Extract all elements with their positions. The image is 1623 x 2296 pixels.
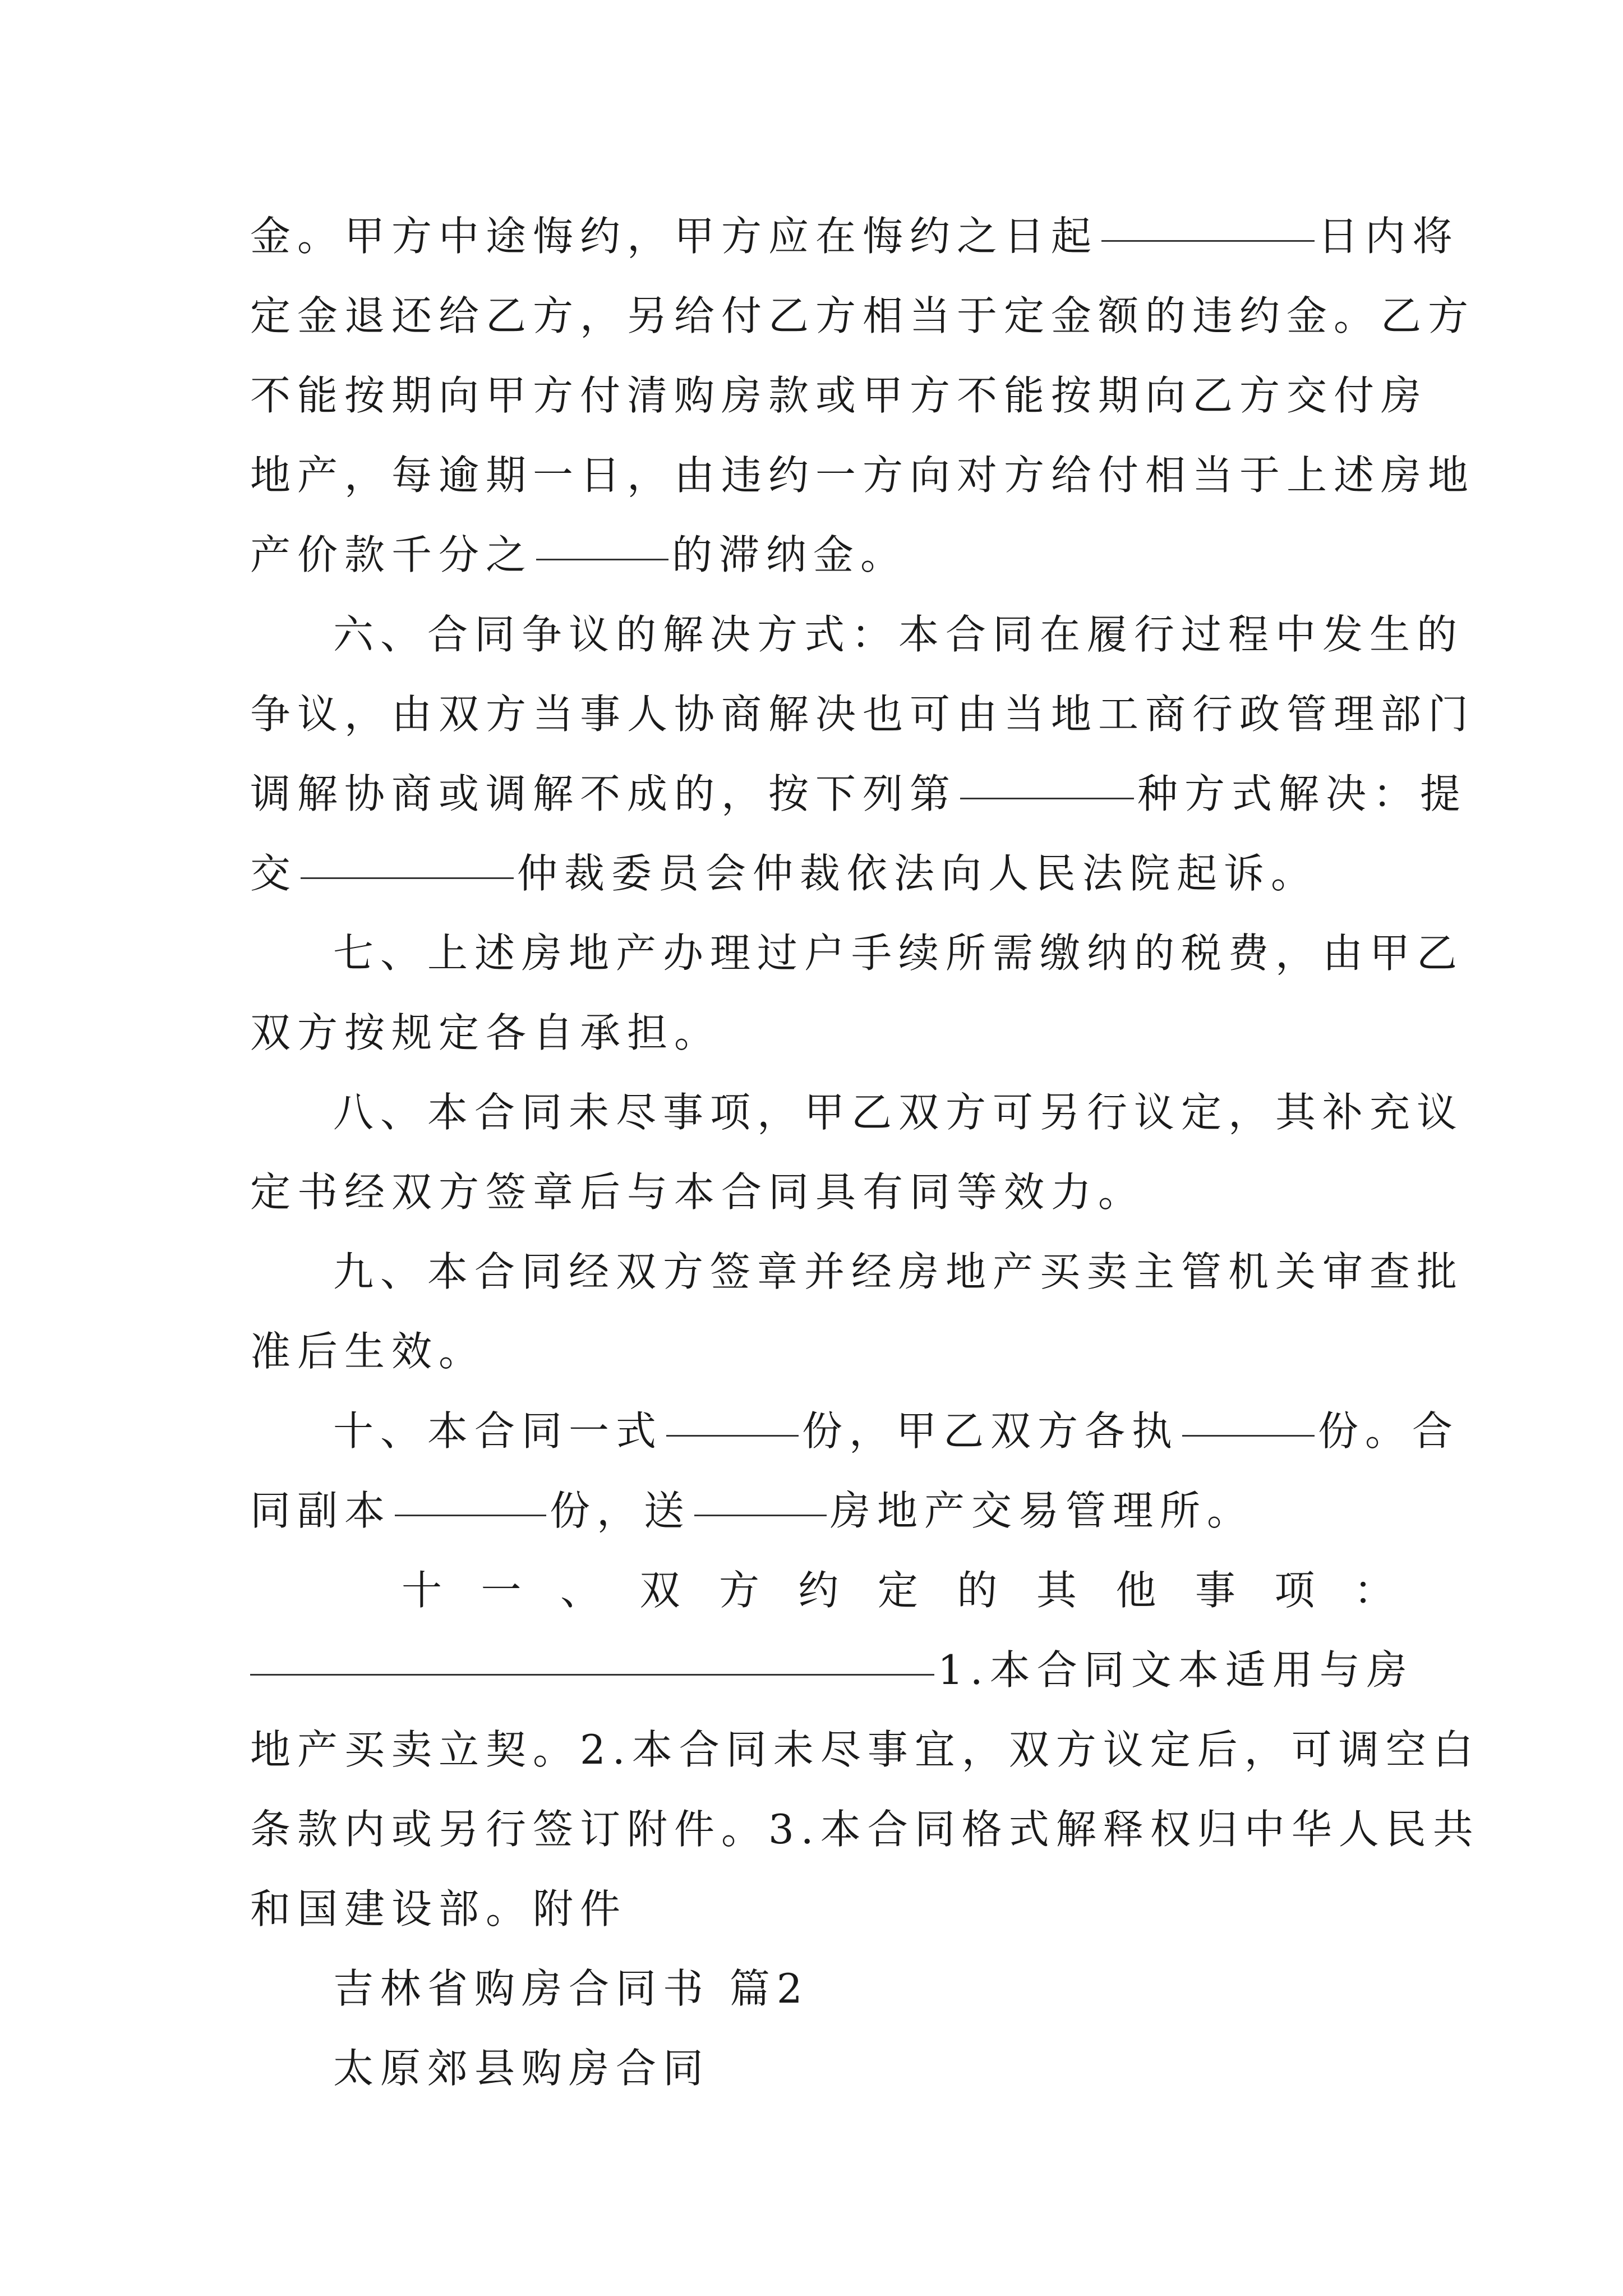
text-line (250, 754, 1468, 834)
fill-in-blank-each-copies (1182, 1391, 1315, 1437)
text-segment: 日内将 (1318, 213, 1460, 260)
heading-char: 的 (957, 1567, 998, 1614)
text-line: 地产，每逾期一日，由违约一方向对方给付相当于上述房地 (250, 452, 1476, 499)
text-segment: 房地产交易管理所。 (830, 1487, 1255, 1534)
fill-in-blank-days (1101, 196, 1315, 242)
heading-char: 方 (718, 1567, 759, 1614)
text-line: 不能按期向甲方付清购房款或甲方不能按期向乙方交付房 (250, 372, 1428, 419)
text-line (250, 1471, 1394, 1550)
text-segment: 产价款千分之 (250, 531, 533, 578)
text-line: 七、上述房地产办理过户手续所需缴纳的税费，由甲乙 (333, 930, 1464, 977)
fill-in-blank-send-to (694, 1471, 827, 1516)
fill-in-blank-arbitration (301, 834, 514, 879)
heading-char: 其 (1036, 1567, 1077, 1614)
heading-char: 双 (639, 1567, 680, 1614)
text-line: 争议，由双方当事人协商解决也可由当地工商行政管理部门 (250, 691, 1476, 738)
text-line: 双方按规定各自承担。 (250, 1009, 722, 1056)
text-segment: 金。甲方中途悔约，甲方应在悔约之日起 (250, 213, 1099, 260)
heading-char: 、 (560, 1567, 601, 1614)
heading-char: 项 (1274, 1567, 1315, 1614)
text-line: 定金退还给乙方，另给付乙方相当于定金额的违约金。乙方 (250, 292, 1476, 339)
text-line: 定书经双方签章后与本合同具有同等效力。 (250, 1168, 1146, 1216)
text-line (250, 515, 1394, 595)
section-title: 吉林省购房合同书 篇2 (333, 1965, 809, 2012)
text-segment: 种方式解决：提 (1137, 770, 1468, 817)
text-line: 六、合同争议的解决方式：本合同在履行过程中发生的 (333, 611, 1464, 658)
text-segment: 份，送 (550, 1487, 691, 1534)
text-line: 准后生效。 (250, 1328, 486, 1375)
fill-in-blank-copies (666, 1391, 799, 1437)
text-segment: 份。合 (1318, 1407, 1460, 1455)
text-line: 和国建设部。附件 (250, 1885, 628, 1932)
heading-char: 一 (481, 1567, 522, 1614)
heading-char: ： (1353, 1567, 1394, 1614)
text-segment: 仲裁委员会仲裁依法向人民法院起诉。 (517, 850, 1318, 897)
text-line: 地产买卖立契。2.本合同未尽事宜，双方议定后，可调空白 (250, 1726, 1480, 1773)
text-segment: 调解协商或调解不成的，按下列第 (250, 770, 957, 817)
heading-char: 约 (798, 1567, 839, 1614)
heading-char: 事 (1195, 1567, 1235, 1614)
text-line: 条款内或另行签订附件。3.本合同格式解释权归中华人民共 (250, 1806, 1480, 1853)
contract-body (250, 196, 1480, 2108)
text-segment: 同副本 (250, 1487, 392, 1534)
heading-char: 十 (402, 1567, 442, 1614)
heading-char: 定 (877, 1567, 918, 1614)
text-segment: 份，甲乙双方各执 (802, 1407, 1179, 1455)
clause-11-heading (250, 1550, 1394, 1630)
text-segment: 十、本合同一式 (333, 1407, 663, 1455)
text-line (250, 834, 1394, 913)
text-line (250, 196, 1460, 276)
text-line (250, 1391, 1460, 1471)
fill-in-blank-other-matters (250, 1630, 934, 1676)
fill-in-blank-per-mille (536, 515, 668, 560)
section-subtitle: 太原郊县购房合同 (333, 2045, 711, 2092)
text-line: 九、本合同经双方签章并经房地产买卖主管机关审查批 (333, 1248, 1464, 1295)
fill-in-blank-duplicates (395, 1471, 546, 1516)
text-line: 八、本合同未尽事项，甲乙双方可另行议定，其补充议 (333, 1089, 1464, 1136)
text-line (250, 1630, 1414, 1710)
heading-char: 他 (1115, 1567, 1156, 1614)
text-segment: 1.本合同文本适用与房 (938, 1646, 1414, 1694)
fill-in-blank-method (960, 754, 1134, 799)
text-segment: 交 (250, 850, 298, 897)
text-segment: 的滞纳金。 (672, 531, 908, 578)
